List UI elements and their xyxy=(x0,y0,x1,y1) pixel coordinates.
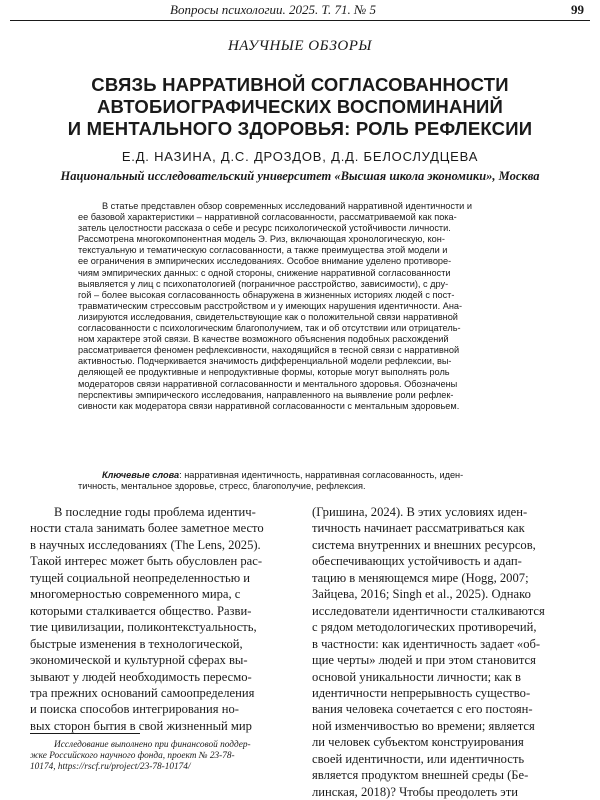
body-line: Такой интерес может быть обусловлен рас- xyxy=(30,554,263,569)
body-line: вых сторон бытия в свой жизненный мир xyxy=(30,718,252,733)
running-head: Вопросы психологии. 2025. Т. 71. № 5 xyxy=(170,2,376,17)
body-line: идентичности непрерывность существо- xyxy=(312,685,531,700)
title-line: И МЕНТАЛЬНОГО ЗДОРОВЬЯ: РОЛЬ РЕФЛЕКСИИ xyxy=(67,118,533,139)
abstract-line: гой – более высокая согласованность обнаружена в жизненных историях людей с пост- xyxy=(78,289,455,300)
body-line: тацию в меняющемся мире (Hogg, 2007; xyxy=(312,570,529,585)
footnote xyxy=(30,740,251,773)
body-line: щие черты» людей и при этом становится xyxy=(312,653,536,668)
body-column-left xyxy=(30,504,288,734)
keywords-label: Ключевые слова xyxy=(102,470,180,480)
body-line: быстрые изменения в технологической, xyxy=(30,636,243,651)
abstract-line: Рассмотрена многокомпонентная модель Э. Риз, включающая хронологическую, кон- xyxy=(78,234,445,245)
body-line: зывают у людей необходимость пересмо- xyxy=(30,669,252,684)
body-line: В последние годы проблема идентич- xyxy=(54,505,256,519)
abstract-line: затель целостности рассказа о себе и ресурс психологической устойчивости личности. xyxy=(78,223,451,234)
abstract-line: чиям эмпирических данных: с одной стороны, снижение нарративной согласованности xyxy=(78,267,451,278)
abstract-line: согласованности с психологическим благополучием, так и об отсутствии или отрицатель- xyxy=(78,323,461,334)
body-line: является продуктом внешней среды (Бе- xyxy=(312,768,529,783)
abstract-line: сивности как модератора связи нарративной согласованности с ментальным здоровьем. xyxy=(78,400,460,411)
authors: Е.Д. НАЗИНА, Д.С. ДРОЗДОВ, Д.Д. БЕЛОСЛУДЦЕВА xyxy=(121,149,479,164)
footnote-line: 10174, https://rscf.ru/project/23-78-10174/ xyxy=(30,762,191,772)
body-line: своей идентичности, или идентичность xyxy=(312,751,525,766)
abstract-line: ее ограничения в эмпирических исследованиях. Особое внимание уделено противоре- xyxy=(78,256,452,267)
body-line: (Гришина, 2024). В этих условиях иден- xyxy=(312,505,528,519)
body-line: в частности: как идентичность задает «об- xyxy=(312,636,541,651)
abstract-line: модераторов связи нарративной согласованности и ментального здоровья. Обозначены xyxy=(78,378,458,389)
section-heading: НАУЧНЫЕ ОБЗОРЫ xyxy=(227,38,373,54)
abstract-line: ном характере этой связи. В качестве возможного объяснения подобных расхождений xyxy=(78,334,449,345)
footnote-line: жке Российского научного фонда, проект № 23-78- xyxy=(30,751,235,761)
title-line: СВЯЗЬ НАРРАТИВНОЙ СОГЛАСОВАННОСТИ xyxy=(91,74,509,95)
body-line: многомерностью современного мира, с xyxy=(30,587,241,602)
body-line: экономической и культурной сферах вы- xyxy=(30,653,248,668)
abstract-line: рассматривается феномен рефлексивности, находящийся в тесной связи с нарративной xyxy=(78,345,460,356)
keywords xyxy=(78,470,548,492)
abstract-line: травматическим стрессовым расстройством и у имеющих нарушения идентичности. Ана- xyxy=(78,300,463,311)
body-line: исследователи идентичности сталкиваются xyxy=(312,603,545,618)
body-line: с рядом методологических противоречий, xyxy=(312,620,537,635)
body-line: система внутренних и внешних ресурсов, xyxy=(312,537,536,552)
body-column-right xyxy=(312,504,580,800)
abstract-line: перспективы эмпирического исследования, направленного на выявление роли рефлек- xyxy=(78,389,454,400)
abstract-line: лизируются исследования, свидетельствующие как о положительной связи нарративной xyxy=(78,311,458,322)
body-line: основой уникальности личности; как в xyxy=(312,669,521,684)
affiliation: Национальный исследовательский университет «Высшая школа экономики», Москва xyxy=(60,169,540,183)
body-line: линская, 2018)? Чтобы преодолеть эти xyxy=(312,784,518,799)
body-line: и поиска способов интегрирования но- xyxy=(30,702,239,717)
body-line: тие цивилизации, поликонтекстуальность, xyxy=(30,620,257,635)
keywords-line: тичность, ментальное здоровье, стресс, благополучие, рефлексия. xyxy=(78,481,366,492)
abstract-line: текстуальную и тематическую согласованности, а также преимущества этой модели и xyxy=(78,245,448,256)
abstract-line: деляющей ее продуктивные и непродуктивные формы, которые могут выполнять роль xyxy=(78,367,450,378)
body-line: Зайцева, 2016; Singh et al., 2025). Однако xyxy=(312,587,531,602)
article-title xyxy=(30,74,570,140)
body-line: тущей социальной неопределенностью и xyxy=(30,570,251,585)
abstract-line: выявляется у лиц с психопатологией (пограничное расстройство, зависимости), с дру- xyxy=(78,278,449,289)
header-rule xyxy=(10,20,590,21)
body-line: ли человек субъектом конструирования xyxy=(312,735,524,750)
body-line: ной изменчивостью во времени; является xyxy=(312,718,535,733)
body-line: обеспечивающих устойчивость и адап- xyxy=(312,554,522,569)
body-line: тра прежних оснований самоопределения xyxy=(30,685,255,700)
body-line: вания человека сочетается с его постоян- xyxy=(312,702,533,717)
title-line: АВТОБИОГРАФИЧЕСКИХ ВОСПОМИНАНИЙ xyxy=(96,96,504,117)
footnote-rule xyxy=(30,733,140,734)
body-line: ности стала занимать более заметное место xyxy=(30,521,264,536)
abstract xyxy=(78,201,548,412)
page-number: 99 xyxy=(571,2,584,17)
body-line: тичность начинает рассматриваться как xyxy=(312,521,525,536)
body-line: которыми сталкивается общество. Разви- xyxy=(30,603,252,618)
keywords-line xyxy=(78,470,548,481)
footnote-line: Исследование выполнено при финансовой поддер- xyxy=(54,740,251,750)
abstract-line: В статье представлен обзор современных исследований нарративной идентичности и xyxy=(102,201,472,211)
abstract-line: ее базовой характеристики – нарративной согласованности, рассматриваемой как пока- xyxy=(78,212,457,223)
body-line: в научных исследованиях (The Lens, 2025). xyxy=(30,537,261,552)
abstract-line: активностью. Подчеркивается значимость дифференциальной модели рефлексии, вы- xyxy=(78,356,452,367)
keywords-text: : нарративная идентичность, нарративная согласованность, иден- xyxy=(179,470,464,480)
